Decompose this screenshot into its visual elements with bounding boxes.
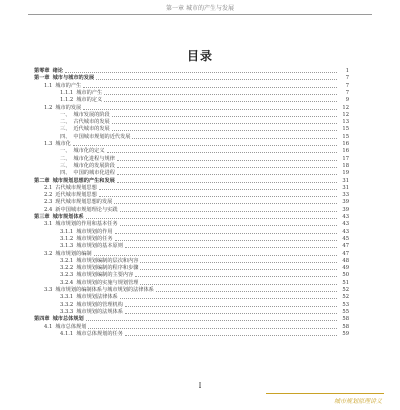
toc-label: 城市发展的阶段 (73, 111, 110, 118)
toc-number: 三、 (60, 162, 71, 169)
toc-leader-dots (115, 233, 337, 234)
toc-leader-dots (120, 225, 337, 226)
toc-page-number: 53 (342, 301, 349, 308)
toc-page-number: 18 (342, 162, 349, 169)
toc-row[interactable] (60, 97, 349, 104)
toc-number: 4.1.1 (60, 330, 74, 337)
toc-number: 2.1 (44, 184, 53, 191)
toc-label: 城市化 (55, 141, 71, 147)
page-title: 目录 (186, 49, 213, 63)
toc-row[interactable] (60, 258, 349, 265)
toc-leader-dots (140, 269, 337, 270)
toc-page-number: 16 (342, 141, 349, 147)
toc-row[interactable] (44, 324, 349, 331)
toc-label: 城市规划编制的程序和步骤 (76, 265, 139, 272)
toc-row[interactable] (60, 156, 349, 163)
toc-row[interactable] (60, 229, 349, 236)
toc-leader-dots (125, 335, 337, 336)
toc-page-number: 47 (342, 250, 349, 257)
toc-number: 第二章 (34, 177, 50, 184)
toc-row[interactable] (44, 199, 349, 206)
toc-row[interactable] (44, 105, 349, 112)
toc-row[interactable] (60, 134, 349, 141)
toc-number: 第三章 (34, 214, 50, 220)
toc-leader-dots (140, 262, 337, 263)
toc-label: 城市规划的基本原则 (76, 243, 123, 250)
toc-number: 第零章 (34, 68, 50, 74)
toc-row[interactable] (60, 243, 349, 250)
toc-row[interactable] (44, 141, 349, 148)
toc-leader-dots (115, 240, 337, 241)
toc-leader-dots (96, 79, 337, 80)
toc-leader-dots (83, 87, 337, 88)
toc-label: 城市规划编制的层次和内容 (76, 257, 139, 264)
toc-row[interactable] (60, 163, 349, 170)
toc-label: 城市与城市的发展 (52, 75, 95, 82)
toc-row[interactable] (34, 68, 349, 75)
toc-number: 第一章 (34, 75, 50, 82)
toc-page-number: 7 (345, 89, 349, 96)
toc-leader-dots (88, 328, 337, 329)
toc-row[interactable] (34, 214, 349, 221)
toc-number: 2.2 (44, 192, 53, 199)
toc-page-number: 45 (342, 235, 349, 242)
toc-label: 城市规划的编制体系与城市规划的法律体系 (55, 287, 154, 293)
toc-leader-dots (73, 145, 337, 146)
toc-row[interactable] (44, 251, 349, 258)
toc-number: 2.4 (44, 206, 53, 213)
toc-label: 中国城市规划的近代发展 (73, 133, 131, 140)
toc-page-number: 47 (342, 243, 349, 250)
toc-number: 3.3 (44, 287, 53, 293)
toc-page-number: 16 (342, 148, 349, 155)
toc-page-number: 59 (342, 330, 349, 337)
toc-leader-dots (120, 211, 337, 212)
toc-row[interactable] (60, 236, 349, 243)
toc-row[interactable] (60, 90, 349, 97)
toc-label: 城市规划的任务 (76, 235, 113, 242)
toc-page-number: 39 (342, 199, 349, 206)
toc-row[interactable] (60, 302, 349, 309)
toc-label: 现代城市规划思想的发展 (55, 199, 113, 206)
toc-label: 城市化的发展阶段 (73, 162, 115, 169)
toc-leader-dots (117, 174, 337, 175)
toc-leader-dots (107, 152, 337, 153)
toc-page-number: 43 (342, 221, 349, 228)
toc-row[interactable] (60, 280, 349, 287)
toc-leader-dots (114, 203, 337, 204)
toc-page-number: 49 (342, 265, 349, 272)
toc-number: 3.3.1 (60, 294, 74, 301)
toc-leader-dots (99, 196, 337, 197)
toc-number: 1.3 (44, 141, 53, 147)
toc-page-number: 43 (342, 214, 349, 220)
toc-page-number: 7 (345, 82, 349, 89)
toc-page-number: 15 (342, 133, 349, 140)
toc-label: 近代城市的发展 (73, 126, 110, 133)
toc-page-number: 31 (342, 184, 349, 191)
toc-number: 3.2.3 (60, 272, 74, 279)
toc-page-number: 7 (345, 75, 349, 82)
toc-row[interactable] (44, 221, 349, 228)
toc-label: 城市的定义 (76, 97, 103, 104)
toc-page-number: 17 (342, 155, 349, 162)
toc-label: 城市规划编制的主要内容 (76, 272, 134, 279)
toc-label: 古代城市的发展 (73, 119, 110, 126)
toc-number: 一、 (60, 111, 71, 118)
toc-row[interactable] (60, 309, 349, 316)
toc-label: 绪论 (52, 68, 63, 74)
toc-number: 3.1.1 (60, 228, 74, 235)
toc-page-number: 43 (342, 228, 349, 235)
toc-leader-dots (117, 160, 337, 161)
toc-row[interactable] (44, 207, 349, 214)
toc-label: 城市规划法律体系 (76, 294, 118, 301)
toc-leader-dots (94, 255, 337, 256)
toc-number: 4.1 (44, 323, 53, 330)
toc-number: 二、 (60, 119, 71, 126)
toc-page-number: 51 (342, 279, 349, 286)
toc-label: 城市总体规划的任务 (76, 330, 123, 337)
toc-number: 1.1 (44, 82, 53, 89)
header-text: 第一章 城市的产生与发展 (166, 5, 234, 12)
toc-number: 三、 (60, 126, 71, 133)
toc-page-number: 58 (342, 316, 349, 323)
toc-row[interactable] (44, 185, 349, 192)
toc-label: 城市化的定义 (73, 148, 105, 155)
toc-leader-dots (117, 167, 337, 168)
toc-label: 城市规划体系 (52, 214, 84, 220)
toc-label: 城市规划的管理机构 (76, 301, 123, 308)
toc-page-number: 12 (342, 111, 349, 118)
toc-number: 1.1.2 (60, 97, 74, 104)
toc-leader-dots (132, 138, 337, 139)
toc-label: 城市的发展 (55, 104, 82, 111)
toc-page-number: 19 (342, 170, 349, 177)
page-number: I (198, 382, 202, 390)
toc-leader-dots (86, 320, 337, 321)
toc-row[interactable] (34, 178, 349, 185)
toc-page-number: 1 (345, 68, 349, 74)
toc-leader-dots (112, 130, 337, 131)
toc-leader-dots (104, 101, 337, 102)
toc-page-number: 50 (342, 272, 349, 279)
toc-row[interactable] (60, 112, 349, 119)
toc-leader-dots (135, 276, 337, 277)
toc-number: 3.1.2 (60, 235, 74, 242)
toc-leader-dots (125, 247, 337, 248)
toc-leader-dots (125, 313, 337, 314)
toc-row[interactable] (60, 126, 349, 133)
toc-page-number: 55 (342, 308, 349, 315)
toc-number: 3.1.3 (60, 243, 74, 250)
toc-number: 第四章 (34, 316, 50, 323)
toc-number: 2.3 (44, 199, 53, 206)
toc-number: 3.3.3 (60, 308, 74, 315)
toc-page-number: 52 (342, 287, 349, 293)
toc-leader-dots (125, 306, 337, 307)
toc-leader-dots (117, 182, 337, 183)
toc-label: 近代城市规划思想 (55, 192, 97, 199)
toc-label: 城市规划的实施与规划管理 (76, 279, 139, 286)
toc-leader-dots (112, 123, 337, 124)
toc-row[interactable] (60, 148, 349, 155)
header-rule (28, 14, 372, 15)
page-header (0, 0, 400, 18)
toc-label: 城市规划思想的产生和发展 (52, 177, 115, 184)
toc-leader-dots (104, 94, 337, 95)
toc-leader-dots (83, 109, 337, 110)
toc-label: 城市规划的作用 (76, 228, 113, 235)
toc-page-number: 31 (342, 177, 349, 184)
toc-page-number: 12 (342, 104, 349, 111)
toc-page-number: 52 (342, 294, 349, 301)
toc-leader-dots (112, 116, 337, 117)
toc-number: 3.2.1 (60, 257, 74, 264)
toc-leader-dots (140, 284, 337, 285)
toc-label: 城市化进程与规律 (73, 155, 115, 162)
toc-leader-dots (86, 218, 337, 219)
toc-label: 城市规划的编制 (55, 250, 92, 257)
toc-leader-dots (99, 189, 337, 190)
toc-row[interactable] (60, 272, 349, 279)
toc-number: 四、 (60, 133, 71, 140)
toc-number: 3.2.4 (60, 279, 74, 286)
toc-page-number: 33 (342, 192, 349, 199)
toc-number: 一、 (60, 148, 71, 155)
toc-number: 3.3.2 (60, 301, 74, 308)
toc-label: 城市的产生 (76, 89, 103, 96)
toc-number: 3.2.2 (60, 265, 74, 272)
toc-label: 城市规划的法规体系 (76, 308, 123, 315)
toc-label: 城市总体规划 (52, 316, 84, 323)
toc-label: 城市总体规划 (55, 323, 87, 330)
toc-label: 古代城市规划思想 (55, 184, 97, 191)
toc-label: 城市规划的作用和基本任务 (55, 221, 118, 228)
toc-number: 1.2 (44, 104, 53, 111)
toc-leader-dots (156, 291, 337, 292)
toc-number: 3.1 (44, 221, 53, 228)
toc-row[interactable] (44, 287, 349, 294)
toc-page-number: 13 (342, 119, 349, 126)
toc-row[interactable] (34, 75, 349, 82)
toc-row[interactable] (60, 294, 349, 301)
toc-row[interactable] (34, 316, 349, 323)
toc-number: 3.2 (44, 250, 53, 257)
toc-row[interactable] (60, 331, 349, 338)
toc-number: 四、 (60, 170, 71, 177)
toc-number: 二、 (60, 155, 71, 162)
toc-leader-dots (120, 298, 337, 299)
toc-page-number: 9 (345, 97, 349, 104)
toc-number: 1.1.1 (60, 89, 74, 96)
toc-label: 新中国城市规划理论与实践 (55, 206, 118, 213)
toc-page-number: 39 (342, 206, 349, 213)
toc-leader-dots (65, 72, 337, 73)
toc-label: 城市的产生 (55, 82, 82, 89)
footer-brand: 城市规划原理讲义 (333, 398, 382, 405)
toc-page-number: 15 (342, 126, 349, 133)
toc-row[interactable] (60, 170, 349, 177)
toc-page-number: 58 (342, 323, 349, 330)
toc-page-number: 48 (342, 257, 349, 264)
toc-label: 中国的城市化进程 (73, 170, 115, 177)
toc-row[interactable] (44, 83, 349, 90)
